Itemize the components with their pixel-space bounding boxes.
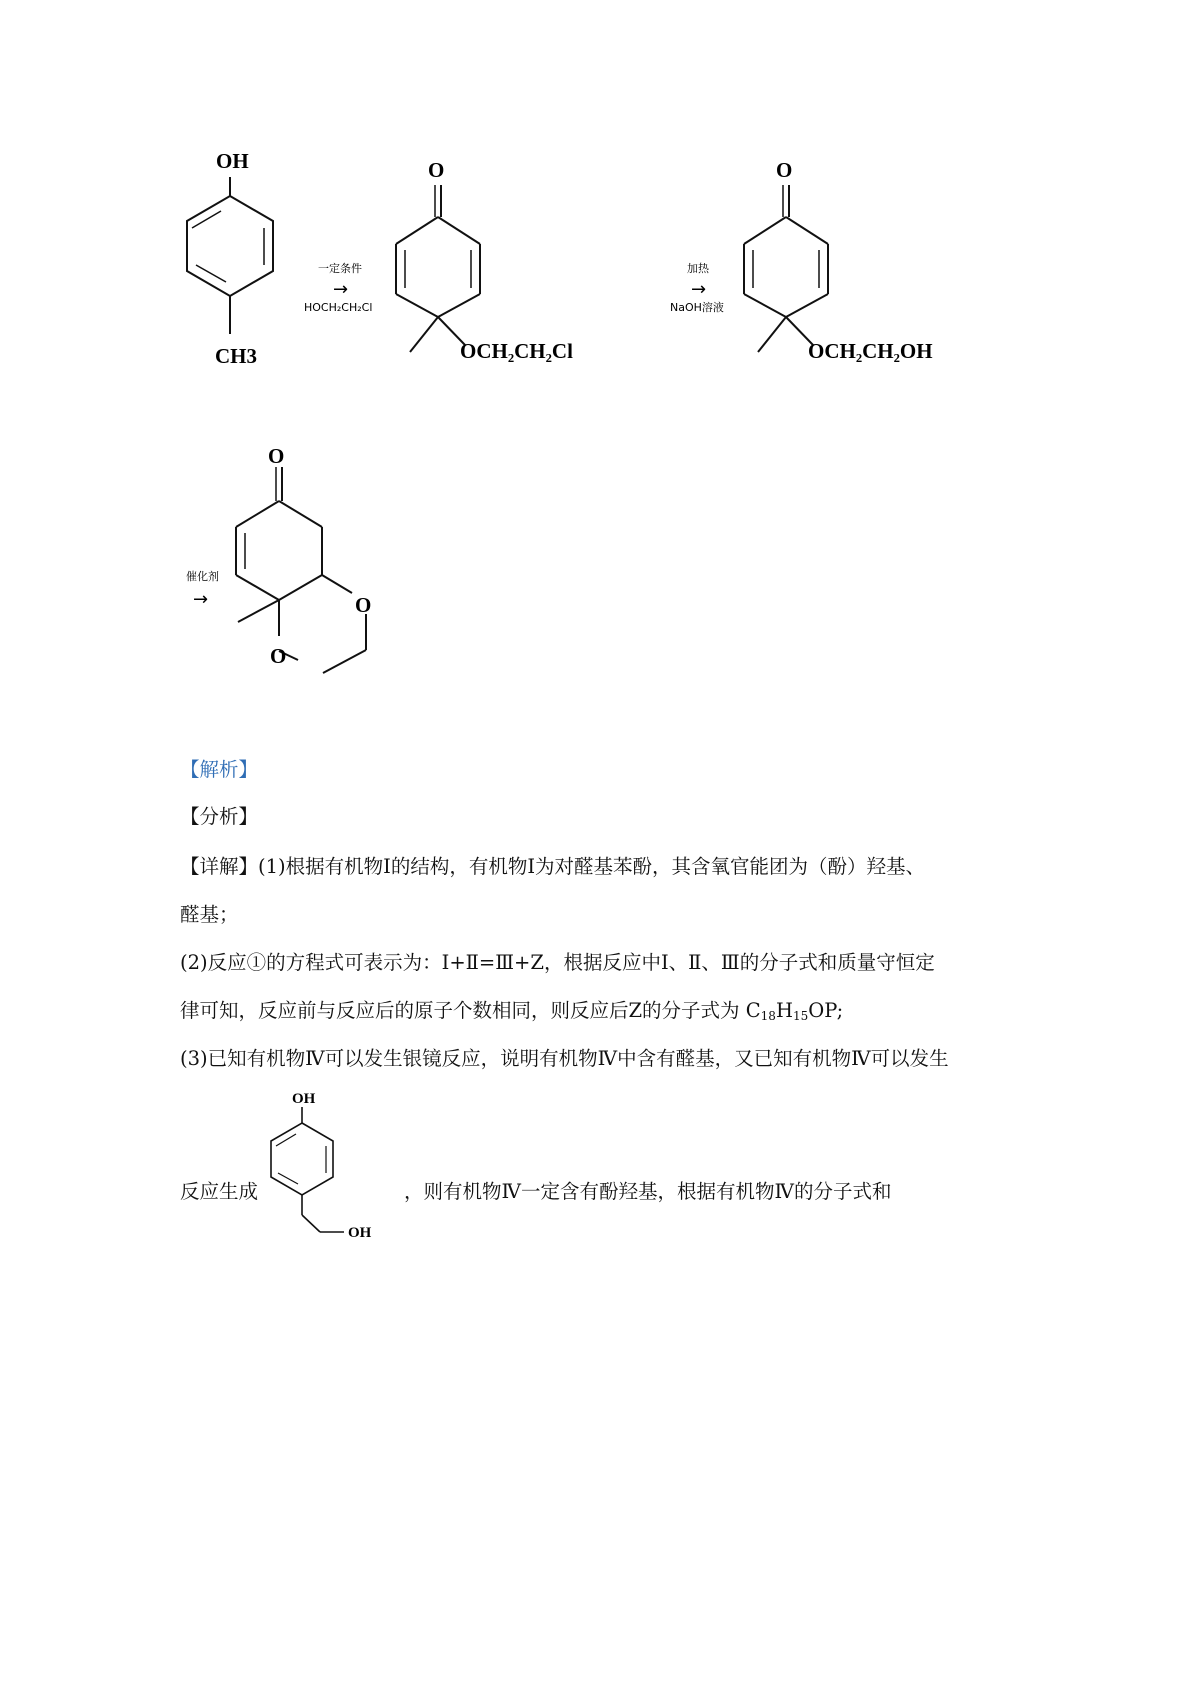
mol4-ring-o2: O (270, 644, 287, 668)
mol4-ring-o1: O (355, 593, 372, 617)
mol4-top-label: O (268, 444, 285, 468)
line4-sub2: 15 (792, 1009, 809, 1023)
xiangjie-label: 【详解】 (180, 855, 259, 878)
inline-mol-bottom-label: OH (348, 1225, 372, 1241)
line4-pre: 律可知，反应前与反应后的原子个数相同，则反应后Z的分子式为 C (180, 999, 761, 1022)
molecule-2-structure (396, 185, 480, 352)
fenxi-heading: 【分析】 (180, 805, 259, 828)
reaction-scheme (0, 0, 1200, 700)
mol3-top-label: O (776, 158, 793, 182)
molecule-3-structure (744, 185, 828, 352)
detail-line-6-pre: 反应生成 (180, 1180, 259, 1203)
mol2-substituent-label: OCH₂CH₂Cl (460, 339, 573, 363)
step1-arrow: → (333, 279, 349, 300)
jiexi-heading: 【解析】 (180, 758, 259, 781)
inline-mol-top-label: OH (292, 1091, 316, 1107)
mol2-top-label: O (428, 158, 445, 182)
detail-line-2: 醛基； (180, 903, 239, 926)
molecule-4-structure (236, 467, 366, 673)
line4-post: OP; (808, 999, 844, 1022)
mol1-top-label: OH (216, 149, 249, 173)
step3-arrow: → (193, 589, 209, 610)
step2-above: 加热 (687, 262, 709, 275)
line4-sub1: 18 (760, 1009, 776, 1023)
detail-line-1 (180, 855, 925, 879)
step1-below: HOCH₂CH₂Cl (304, 301, 373, 314)
detail-line-1-text: (1)根据有机物Ⅰ的结构，有机物Ⅰ为对醛基苯酚，其含氧官能团为（酚）羟基、 (258, 855, 926, 878)
molecule-1-structure (187, 177, 273, 334)
detail-line-6-post: ，则有机物Ⅳ一定含有酚羟基，根据有机物Ⅳ的分子式和 (404, 1180, 892, 1203)
step3-above: 催化剂 (186, 570, 219, 583)
step2-below: NaOH溶液 (670, 301, 724, 314)
step1-above: 一定条件 (318, 262, 362, 275)
inline-molecule (258, 1085, 398, 1245)
detail-line-5: (3)已知有机物Ⅳ可以发生银镜反应，说明有机物Ⅳ中含有醛基，又已知有机物Ⅳ可以发生 (180, 1047, 949, 1070)
mol3-substituent-label: OCH₂CH₂OH (808, 339, 933, 363)
step2-arrow: → (691, 279, 707, 300)
line4-mid: H (775, 999, 793, 1022)
detail-line-4 (180, 999, 843, 1023)
detail-line-3: (2)反应①的方程式可表示为：Ⅰ+Ⅱ=Ⅲ+Z，根据反应中Ⅰ、Ⅱ、Ⅲ的分子式和质量守恒定 (180, 951, 935, 974)
mol1-bottom-label: CH3 (215, 344, 257, 368)
